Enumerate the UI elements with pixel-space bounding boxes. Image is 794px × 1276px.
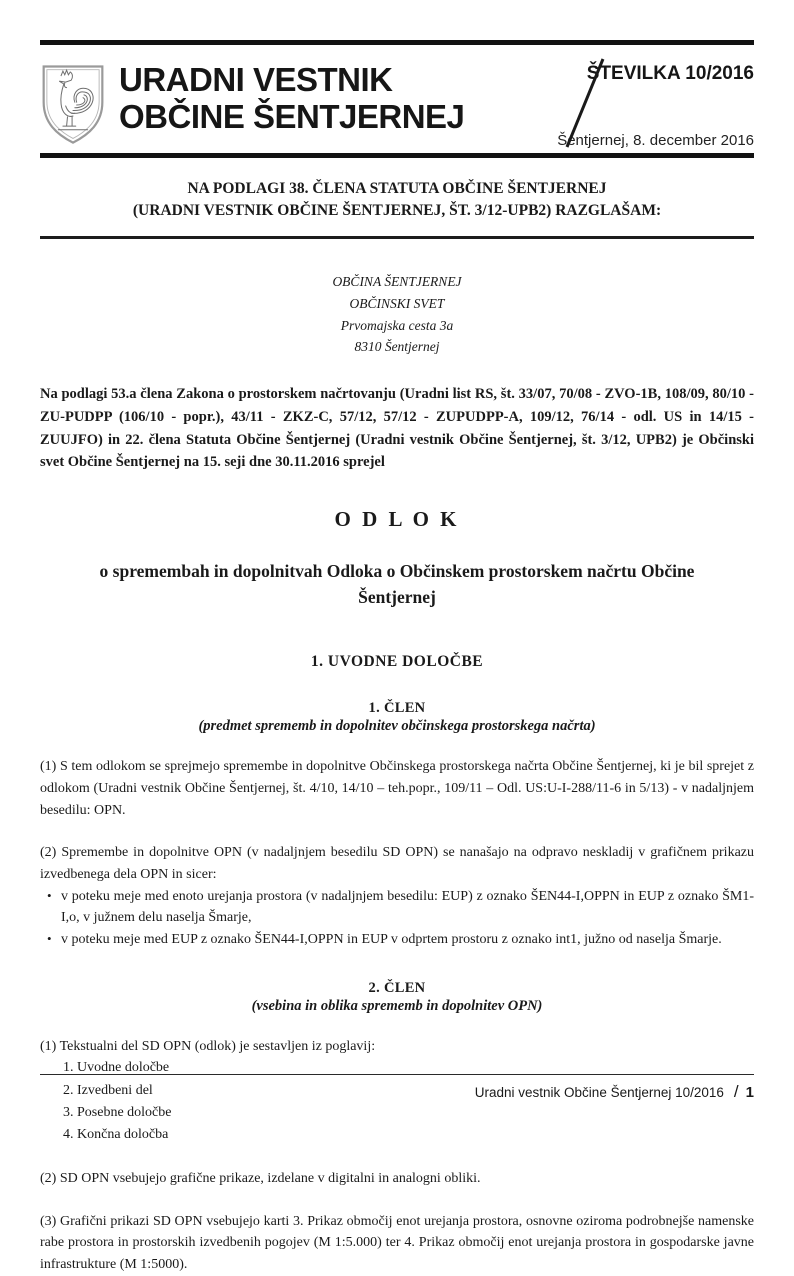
bullet-item: • v poteku meje med EUP z oznako ŠEN44-I,OPPN in EUP v odprtem prostoru z oznako int1, južno od naselja Šmarje. xyxy=(40,929,754,951)
legal-basis-paragraph: Na podlagi 53.a člena Zakona o prostorskem načrtovanju (Uradni list RS, št. 33/07, 70/08 - ZVO-1B, 108/09, 80/10 - ZU-PUDPP (106/10 - popr.), 43/11 - ZKZ-C, 57/12, 57/12 - ZUPUDPP-A, 109/12, 76/14 - odl. US in 14/15 - ZUUJFO) in 22. člena Statuta Občine Šentjernej (Uradni vestnik Občine Šentjernej, št. 3/12, UPB2) je Občinski svet Občine Šentjernej na 15. seji dne 30.11.2016 sprejel xyxy=(40,385,754,471)
article-1-paragraph-2: (2) Spremembe in dopolnitve OPN (v nadaljnjem besedilu SD OPN) se nanašajo na odpravo neskladij v grafičnem prikazu izvedbenega dela OPN in sicer: xyxy=(40,845,754,882)
masthead-rule xyxy=(40,153,754,158)
issuer-council: OBČINSKI SVET xyxy=(349,295,445,311)
page-footer xyxy=(40,1074,754,1102)
list-item: 3. Posebne določbe xyxy=(63,1105,172,1121)
article-2-paragraph-1: (1) Tekstualni del SD OPN (odlok) je sestavljen iz poglavij: xyxy=(40,1038,376,1054)
footer-publication-text: Uradni vestnik Občine Šentjernej 10/2016 xyxy=(474,1085,724,1100)
decree-subtitle: o spremembah in dopolnitvah Odloka o Občinskem prostorskem načrtu Občine Šentjernej xyxy=(99,561,695,607)
chapter-1-heading: 1. UVODNE DOLOČBE xyxy=(310,653,484,671)
page-number: 1 xyxy=(745,1084,754,1101)
article-1-heading: 1. ČLEN xyxy=(368,700,426,717)
proclamation-line2: (URADNI VESTNIK OBČINE ŠENTJERNEJ, ŠT. 3/12-UPB2) RAZGLAŠAM: xyxy=(132,201,662,219)
publication-title-line2: OBČINE ŠENTJERNEJ xyxy=(119,98,465,136)
issuer-street: Prvomajska cesta 3a xyxy=(340,317,454,333)
issuer-city: 8310 Šentjernej xyxy=(354,339,440,355)
article-2-paragraph-3: (3) Grafični prikazi SD OPN vsebujejo karti 3. Prikaz območij enot urejanja prostora, osnovne oziroma podrobnejše namenske rabe prostora in prostorskih izvedbenih pogojev (M 1:5.000) ter 4. Prikaz območij enot urejanja prostora in gospodarske javne infrastrukture (M 1:5000). xyxy=(40,1213,754,1272)
article-2-chapter-list xyxy=(40,1057,754,1147)
list-item: 4. Končna določba xyxy=(63,1127,169,1143)
proclamation-line1: NA PODLAGI 38. ČLENA STATUTA OBČINE ŠENTJERNEJ xyxy=(187,180,607,197)
issuer-municipality: OBČINA ŠENTJERNEJ xyxy=(332,274,462,290)
article-2-paragraph-2: (2) SD OPN vsebujejo grafične prikaze, izdelane v digitalni in analogni obliki. xyxy=(40,1170,481,1186)
slash-divider xyxy=(558,55,610,151)
article-2-subheading: (vsebina in oblika sprememb in dopolnitev OPN) xyxy=(251,997,543,1014)
issue-date: Šentjernej, 8. december 2016 xyxy=(557,132,754,149)
article-1-subheading: (predmet sprememb in dopolnitev občinskega prostorskega načrta) xyxy=(198,718,596,735)
publication-title xyxy=(119,61,464,136)
publication-title-line1: URADNI VESTNIK xyxy=(119,61,393,98)
masthead xyxy=(40,45,754,153)
bullet-item: • v poteku meje med enoto urejanja prostora (v nadaljnjem besedilu: EUP) z oznako ŠEN44-I,OPPN in EUP z oznako ŠM1-I,o, v južnem delu naselja Šmarje, xyxy=(40,886,754,929)
footer-slash-separator: / xyxy=(733,1082,739,1101)
municipal-coat-of-arms-rooster-icon xyxy=(40,63,106,147)
decree-title: O D L O K xyxy=(334,507,460,532)
article-1-paragraph-1: (1) S tem odlokom se sprejmejo spremembe in dopolnitve Občinskega prostorskega načrta Občine Šentjernej, ki je bil sprejet z odlokom (Uradni vestnik Občine Šentjernej, št. 4/10, 14/10 – teh.popr., 109/11 – Odl. US:U-I-288/11-6 in 5/13) - v nadaljnjem besedilu: OPN. xyxy=(40,759,754,818)
proclamation-heading xyxy=(40,178,754,221)
issuer-address-block xyxy=(40,271,754,357)
proclamation-rule xyxy=(40,236,754,239)
article-1-bullet-list xyxy=(40,886,754,951)
article-2-heading: 2. ČLEN xyxy=(368,979,426,996)
list-item: 1. Uvodne določbe xyxy=(63,1060,170,1076)
issue-number: ŠTEVILKA 10/2016 xyxy=(586,63,754,84)
list-item: 2. Izvedbeni del xyxy=(63,1082,153,1098)
